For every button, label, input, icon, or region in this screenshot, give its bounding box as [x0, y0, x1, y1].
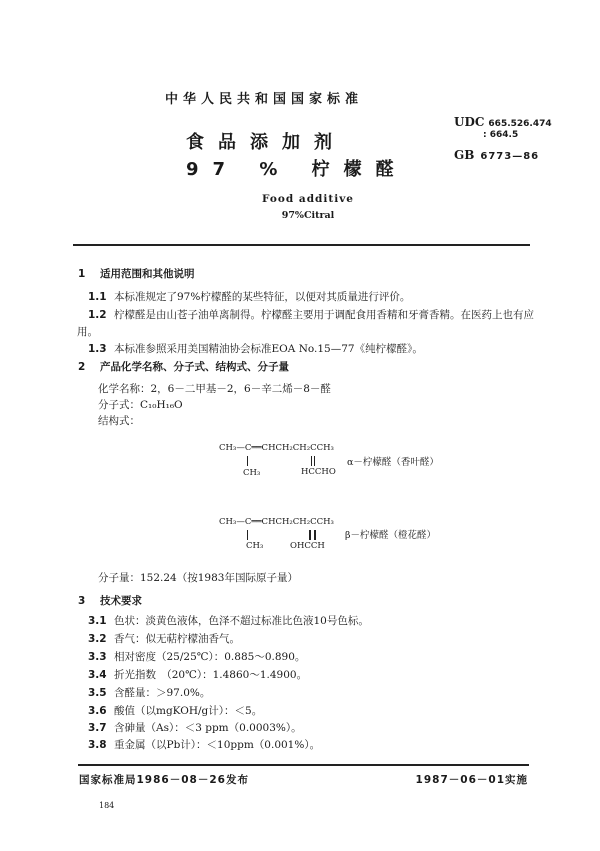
gb-label: GB — [454, 148, 475, 162]
beta-label: β－柠檬醛（橙花醛） — [345, 530, 436, 541]
beta-bond-left — [247, 530, 248, 540]
clause-3-6: 3.6 酸值（以mgKOH/g计）：＜5。 — [88, 705, 263, 717]
title-en-line1: Food additive — [262, 193, 354, 205]
clause-1-1: 1.1 本标准规定了97%柠檬醛的某些特征，以便对其质量进行评价。 — [88, 291, 411, 303]
alpha-label: α－柠檬醛（香叶醛） — [347, 457, 439, 468]
nation-standard-heading: 中华人民共和国国家标准 — [165, 92, 364, 107]
udc-label: UDC — [454, 115, 485, 129]
molecular-weight: 分子量：152.24（按1983年国际原子量） — [98, 572, 298, 584]
page-number: 184 — [99, 801, 115, 810]
alpha-main-chain: CH₃—C══CHCH₂CH₂CCH₃ — [219, 443, 334, 453]
beta-bond-right-1 — [309, 530, 311, 540]
clause-3-4: 3.4 折光指数 （20℃）：1.4860～1.4900。 — [88, 669, 308, 681]
alpha-bond-right-1 — [311, 456, 312, 466]
beta-branch-left: CH₃ — [246, 541, 264, 551]
udc-number-cont: : 664.5 — [483, 130, 519, 140]
clause-3-3: 3.3 相对密度（25/25℃）：0.885～0.890。 — [88, 651, 306, 663]
section-1-heading: 1 适用范围和其他说明 — [78, 268, 195, 280]
clause-3-2: 3.2 香气：似无萜柠檬油香气。 — [88, 633, 240, 645]
alpha-branch-left: CH₃ — [243, 468, 261, 478]
beta-branch-right: OHCCH — [290, 541, 325, 551]
clause-3-7: 3.7 含砷量（As）：＜3 ppm（0.0003%）。 — [88, 722, 302, 734]
chemical-name: 化学名称：2，6－二甲基－2，6－辛二烯－8－醛 — [98, 383, 331, 395]
clause-1-2-cont: 用。 — [77, 326, 98, 338]
alpha-bond-right-2 — [314, 456, 315, 466]
clause-3-5: 3.5 含醛量：＞97.0%。 — [88, 687, 211, 699]
alpha-branch-right: HCCHO — [301, 467, 336, 477]
issued-date: 国家标准局1986－08－26发布 — [79, 774, 249, 786]
footer-divider — [78, 764, 529, 766]
title-cn-line2: 97 % 柠檬醛 — [186, 159, 408, 180]
udc-code — [454, 115, 552, 129]
clause-1-3: 1.3 本标准参照采用美国精油协会标准EOA No.15—77《纯柠檬醛》。 — [88, 343, 423, 355]
title-en-line2: 97%Citral — [281, 210, 335, 221]
clause-3-1: 3.1 色状：淡黄色液体，色泽不超过标准比色液10号色标。 — [88, 615, 369, 627]
gb-number: 6773—86 — [480, 151, 540, 162]
clause-1-2: 1.2 柠檬醛是由山苍子油单离制得。柠檬醛主要用于调配食用香精和牙膏香精。在医药上也有应 — [88, 309, 534, 321]
clause-3-8: 3.8 重金属（以Pb计）：＜10ppm（0.001%）。 — [88, 739, 321, 751]
structure-label: 结构式： — [98, 415, 140, 427]
beta-bond-right-2 — [314, 530, 316, 540]
header-divider — [73, 244, 530, 246]
section-3-heading: 3 技术要求 — [78, 595, 142, 607]
molecular-formula: 分子式：C₁₀H₁₆O — [98, 399, 183, 411]
alpha-bond-left — [247, 456, 248, 466]
gb-code — [454, 148, 539, 162]
title-cn-line1: 食品添加剂 — [186, 132, 346, 153]
section-2-heading: 2 产品化学名称、分子式、结构式、分子量 — [78, 361, 289, 373]
udc-number: 665.526.474 — [488, 119, 552, 129]
beta-main-chain: CH₃—C══CHCH₂CH₂CCH₃ — [219, 517, 334, 527]
effective-date: 1987－06－01实施 — [415, 774, 528, 786]
